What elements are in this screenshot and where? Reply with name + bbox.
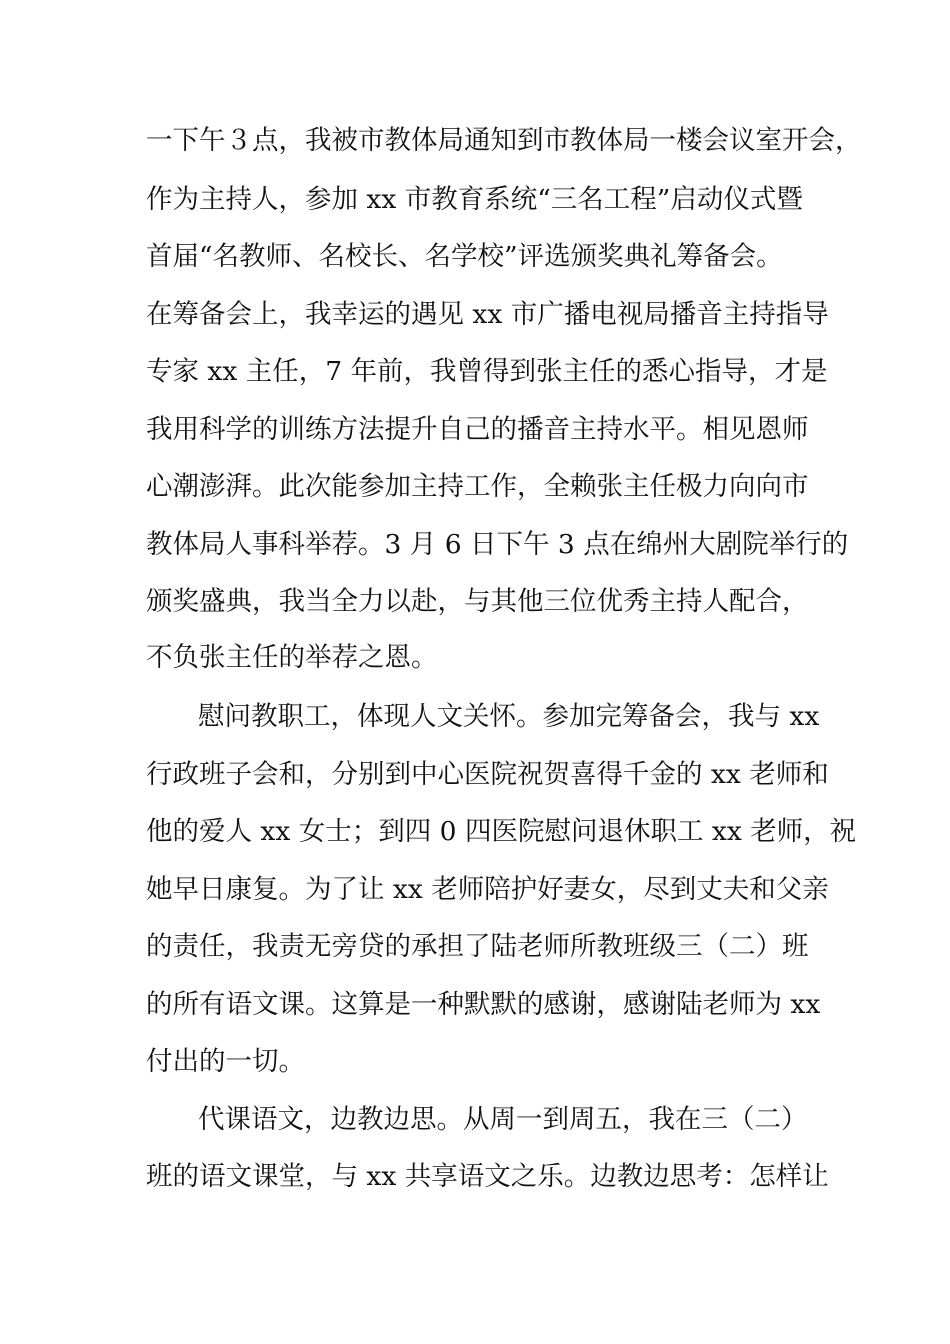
text-line: 教体局人事科举荐。3 月 6 日下午 3 点在绵州大剧院举行的 (146, 529, 849, 560)
text-line: 颁奖盛典，我当全力以赴，与其他三位优秀主持人配合， (146, 586, 809, 617)
text-line: 我用科学的训练方法提升自己的播音主持水平。相见恩师 (146, 414, 809, 445)
text-line: 专家 xx 主任，7 年前，我曾得到张主任的悉心指导，才是 (146, 356, 828, 387)
text-line: 作为主持人，参加 xx 市教育系统“三名工程”启动仪式暨 (146, 184, 803, 215)
text-line: 的责任，我责无旁贷的承担了陆老师所教班级三（二）班 (146, 931, 809, 962)
text-line: 付出的一切。 (146, 1046, 305, 1077)
text-line: 他的爱人 xx 女士；到四 0 四医院慰问退休职工 xx 老师，祝 (146, 816, 857, 847)
text-line: 的所有语文课。这算是一种默默的感谢，感谢陆老师为 xx (146, 989, 821, 1020)
paragraph-first-line: 慰问教职工，体现人文关怀。参加完筹备会，我与 xx (198, 701, 820, 732)
text-line: 班的语文课堂，与 xx 共享语文之乐。边教边思考：怎样让 (146, 1161, 829, 1192)
paragraph-first-line: 代课语文，边教边思。从周一到周五，我在三（二） (198, 1104, 808, 1135)
text-line: 一下午３点，我被市教体局通知到市教体局一楼会议室开会， (146, 125, 862, 156)
text-line: 心潮澎湃。此次能参加主持工作，全赖张主任极力向向市 (146, 471, 809, 502)
text-line: 首届“名教师、名校长、名学校”评选颁奖典礼筹备会。 (146, 241, 783, 272)
text-line: 在筹备会上，我幸运的遇见 xx 市广播电视局播音主持指导 (146, 299, 829, 330)
text-line: 行政班子会和，分别到中心医院祝贺喜得千金的 xx 老师和 (146, 759, 829, 790)
text-line: 她早日康复。为了让 xx 老师陪护好妻女，尽到丈夫和父亲 (146, 874, 829, 905)
text-line: 不负张主任的举荐之恩。 (146, 642, 438, 673)
